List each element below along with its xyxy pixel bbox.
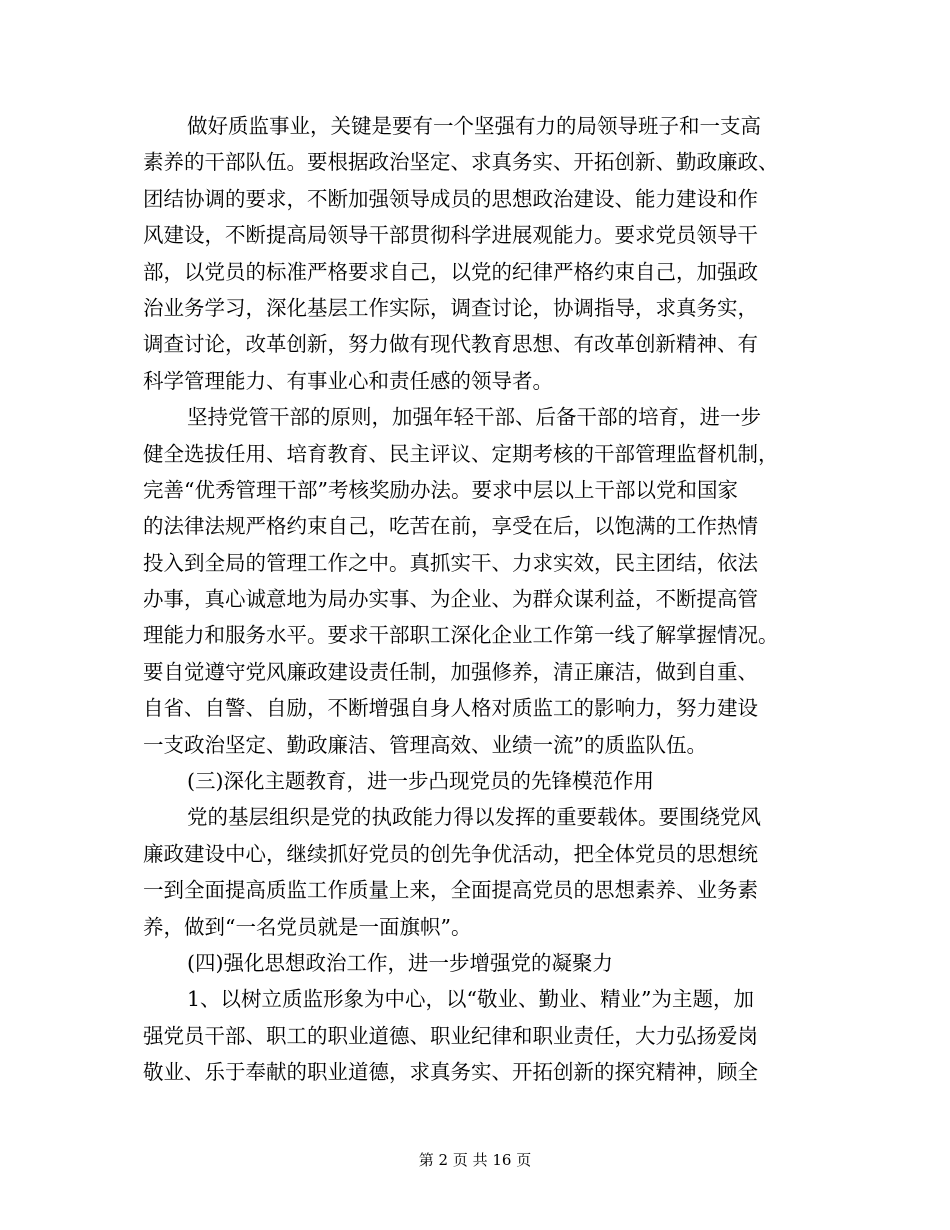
paragraph-line: 党的基层组织是党的执政能力得以发挥的重要载体。要围绕党风 [187,805,761,830]
paragraph-line: 自省、自警、自励，不断增强自身人格对质监工的影响力，努力建设 [143,696,758,721]
paragraph-line: 投入到全局的管理工作之中。真抓实干、力求实效，民主团结，依法 [143,550,758,575]
paragraph-line: 办事，真心诚意地为局办实事、为企业、为群众谋利益，不断提高管 [143,587,758,612]
paragraph-line: 1、以树立质监形象为中心，以“敬业、勤业、精业”为主题，加 [187,987,755,1012]
paragraph-line: 调查讨论，改革创新，努力做有现代教育思想、有改革创新精神、有 [143,332,758,357]
paragraph-line: 一到全面提高质监工作质量上来，全面提高党员的思想素养、业务素 [143,878,758,903]
page-number-footer: 第 2 页 共 16 页 [418,1151,532,1169]
paragraph-line: 敬业、乐于奉献的职业道德，求真务实、开拓创新的探究精神，顾全 [143,1060,758,1085]
paragraph-line: 素养的干部队伍。要根据政治坚定、求真务实、开拓创新、勤政廉政、 [143,150,779,175]
paragraph-line: 养，做到“一名党员就是一面旗帜”。 [143,914,472,939]
paragraph-line: 完善“优秀管理干部”考核奖励办法。要求中层以上干部以党和国家 [143,477,738,502]
section-heading: (四)强化思想政治工作，进一步增强党的凝聚力 [187,950,613,975]
paragraph-line: 一支政治坚定、勤政廉洁、管理高效、业绩一流”的质监队伍。 [143,732,707,757]
paragraph-line: 做好质监事业，关键是要有一个坚强有力的局领导班子和一支高 [187,114,761,138]
paragraph-line: 治业务学习，深化基层工作实际，调查讨论，协调指导，求真务实， [143,295,758,320]
document-body [143,108,809,1091]
paragraph-line: 健全选拔任用、培育教育、民主评议、定期考核的干部管理监督机制， [143,441,779,466]
paragraph-line: 理能力和服务水平。要求干部职工深化企业工作第一线了解掌握情况。 [143,623,779,648]
section-heading: (三)深化主题教育，进一步凸现党员的先锋模范作用 [187,769,654,794]
paragraph-line: 的法律法规严格约束自己，吃苦在前，享受在后，以饱满的工作热情 [143,514,758,539]
paragraph-line: 团结协调的要求，不断加强领导成员的思想政治建设、能力建设和作 [143,186,758,211]
paragraph-line: 科学管理能力、有事业心和责任感的领导者。 [143,368,553,393]
paragraph-line: 部，以党员的标准严格要求自己，以党的纪律严格约束自己，加强政 [143,259,758,284]
paragraph-line: 强党员干部、职工的职业道德、职业纪律和职业责任，大力弘扬爱岗 [143,1023,758,1048]
paragraph-line: 风建设，不断提高局领导干部贯彻科学进展观能力。要求党员领导干 [143,223,758,248]
paragraph-line: 廉政建设中心，继续抓好党员的创先争优活动，把全体党员的思想统 [143,841,758,866]
paragraph-line: 要自觉遵守党风廉政建设责任制，加强修养，清正廉洁，做到自重、 [143,659,758,684]
paragraph-line: 坚持党管干部的原则，加强年轻干部、后备干部的培育，进一步 [187,405,761,430]
